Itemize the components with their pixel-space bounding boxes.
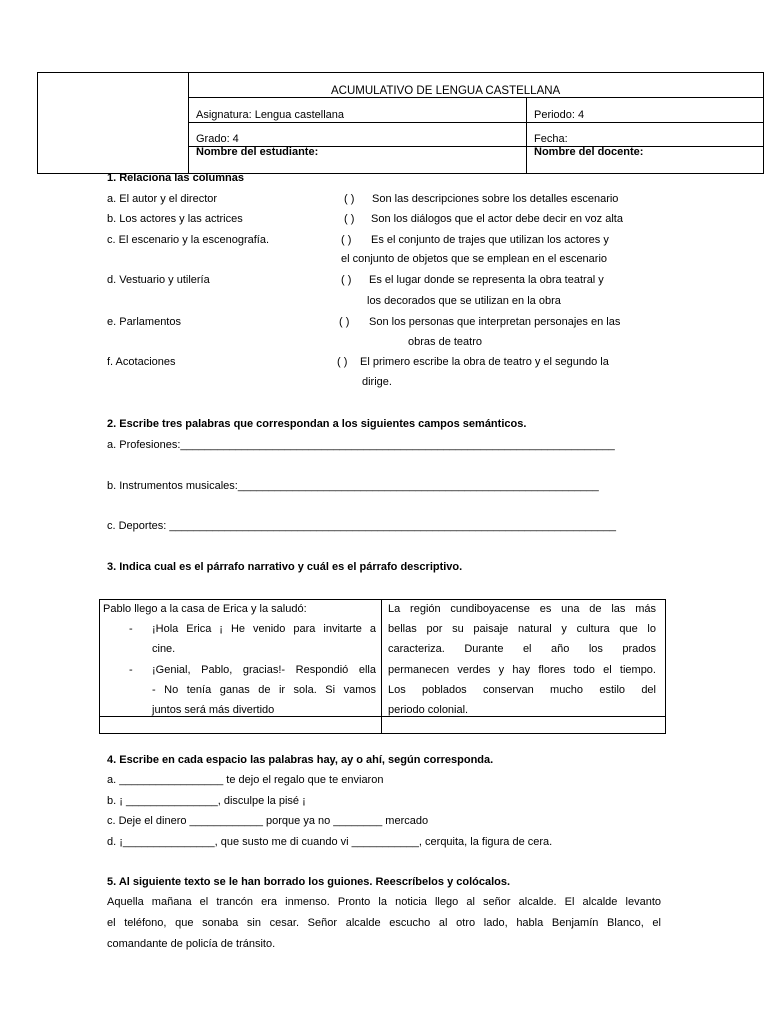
q3-descriptive-line: Los poblados conservan mucho estilo del (388, 684, 656, 696)
q1-right-item: El primero escribe la obra de teatro y el segundo la (360, 356, 609, 368)
q1-answer-paren[interactable]: ( ) (344, 213, 355, 225)
q5-text-line: el teléfono, que sonaba sin cesar. Señor alcalde escucho al otro lado, habla Benjamín Blanco, el (107, 917, 661, 929)
q3-narrative-intro: Pablo llego a la casa de Erica y la saludó: (103, 603, 307, 615)
q2-profesiones-line[interactable]: a. Profesiones:_______________________________________________________________________ (107, 439, 615, 451)
q1-left-item: b. Los actores y las actrices (107, 213, 243, 225)
q3-narrative-line: juntos será más divertido (152, 704, 275, 716)
periodo-field: Periodo: 4 (534, 109, 585, 121)
q3-narrative-line: ¡Genial, Pablo, gracias!- Respondió ella (152, 664, 376, 676)
q1-right-item: Es el lugar donde se representa la obra teatral y (369, 274, 604, 286)
q1-left-item: f. Acotaciones (107, 356, 176, 368)
q1-right-item: obras de teatro (408, 336, 482, 348)
q1-answer-paren[interactable]: ( ) (337, 356, 348, 368)
q4-line[interactable]: b. ¡ _______________, disculpe la pisé ¡ (107, 795, 306, 807)
q4-line[interactable]: d. ¡_______________, que susto me di cuando vi ___________, cerquita, la figura de cera. (107, 836, 553, 848)
q3-descriptive-line: permanecen verdes y hay flores todo el tiempo. (388, 664, 656, 676)
q3-descriptive-line: periodo colonial. (388, 704, 469, 716)
q3-narrative-line: ¡Hola Erica ¡ He venido para invitarte a (152, 623, 376, 635)
exam-title: ACUMULATIVO DE LENGUA CASTELLANA (331, 85, 561, 97)
q1-left-item: a. El autor y el director (107, 193, 218, 205)
fecha-field: Fecha: (534, 133, 568, 145)
q3-row-line (100, 716, 665, 717)
q4-line[interactable]: a. _________________ te dejo el regalo que te enviaron (107, 774, 384, 786)
q3-dash: - (129, 623, 133, 635)
q1-title: 1. Relaciona las columnas (107, 172, 244, 184)
q1-answer-paren[interactable]: ( ) (341, 274, 352, 286)
q5-text-line: comandante de policía de tránsito. (107, 938, 276, 950)
q5-text-line: Aquella mañana el trancón era inmenso. Pronto la noticia llego al señor alcalde. El alcalde levanto (107, 896, 661, 908)
q1-answer-paren[interactable]: ( ) (341, 234, 352, 246)
q1-right-item: dirige. (362, 376, 392, 388)
q1-right-item: Son las descripciones sobre los detalles escenario (372, 193, 619, 205)
q3-title: 3. Indica cual es el párrafo narrativo y cuál es el párrafo descriptivo. (107, 561, 463, 573)
estudiante-field: Nombre del estudiante: (196, 146, 319, 158)
header-logo-divider (188, 73, 189, 173)
q2-title: 2. Escribe tres palabras que correspondan a los siguientes campos semánticos. (107, 418, 527, 430)
docente-field: Nombre del docente: (534, 146, 644, 158)
q3-narrative-line: - No tenía ganas de ir sola. Si vamos (152, 684, 376, 696)
q1-left-item: e. Parlamentos (107, 316, 181, 328)
q1-left-item: d. Vestuario y utilería (107, 274, 210, 286)
q1-right-item: el conjunto de objetos que se emplean en el escenario (341, 253, 608, 265)
q1-right-item: Es el conjunto de trajes que utilizan los actores y (371, 234, 609, 246)
q4-line[interactable]: c. Deje el dinero ____________ porque ya no ________ mercado (107, 815, 429, 827)
q2-instrumentos-line[interactable]: b. Instrumentos musicales:___________________________________________________________ (107, 480, 599, 492)
header-row-line (188, 97, 763, 98)
q3-column-divider (381, 600, 382, 733)
q1-answer-paren[interactable]: ( ) (339, 316, 350, 328)
q5-title: 5. Al siguiente texto se le han borrado los guiones. Reescríbelos y colócalos. (107, 876, 511, 888)
q1-right-item: Son los diálogos que el actor debe decir en voz alta (371, 213, 623, 225)
q3-descriptive-line: caracteriza. Durante el año los prados (388, 643, 656, 655)
q3-descriptive-line: La región cundiboyacense es una de las más (388, 603, 656, 615)
grado-field: Grado: 4 (196, 133, 239, 145)
q1-right-item: Son los personas que interpretan personajes en las (369, 316, 621, 328)
asignatura-field: Asignatura: Lengua castellana (196, 109, 344, 121)
q1-left-item: c. El escenario y la escenografía. (107, 234, 270, 246)
q3-dash: - (129, 664, 133, 676)
q1-right-item: los decorados que se utilizan en la obra (367, 295, 561, 307)
q4-title: 4. Escribe en cada espacio las palabras hay, ay o ahí, según corresponda. (107, 754, 494, 766)
q3-descriptive-line: bellas por su paisaje natural y cultura que lo (388, 623, 656, 635)
header-column-divider (526, 97, 527, 173)
header-row-line (188, 122, 763, 123)
q3-narrative-line: cine. (152, 643, 176, 655)
q1-answer-paren[interactable]: ( ) (344, 193, 355, 205)
q2-deportes-line[interactable]: c. Deportes: _________________________________________________________________________ (107, 520, 616, 532)
